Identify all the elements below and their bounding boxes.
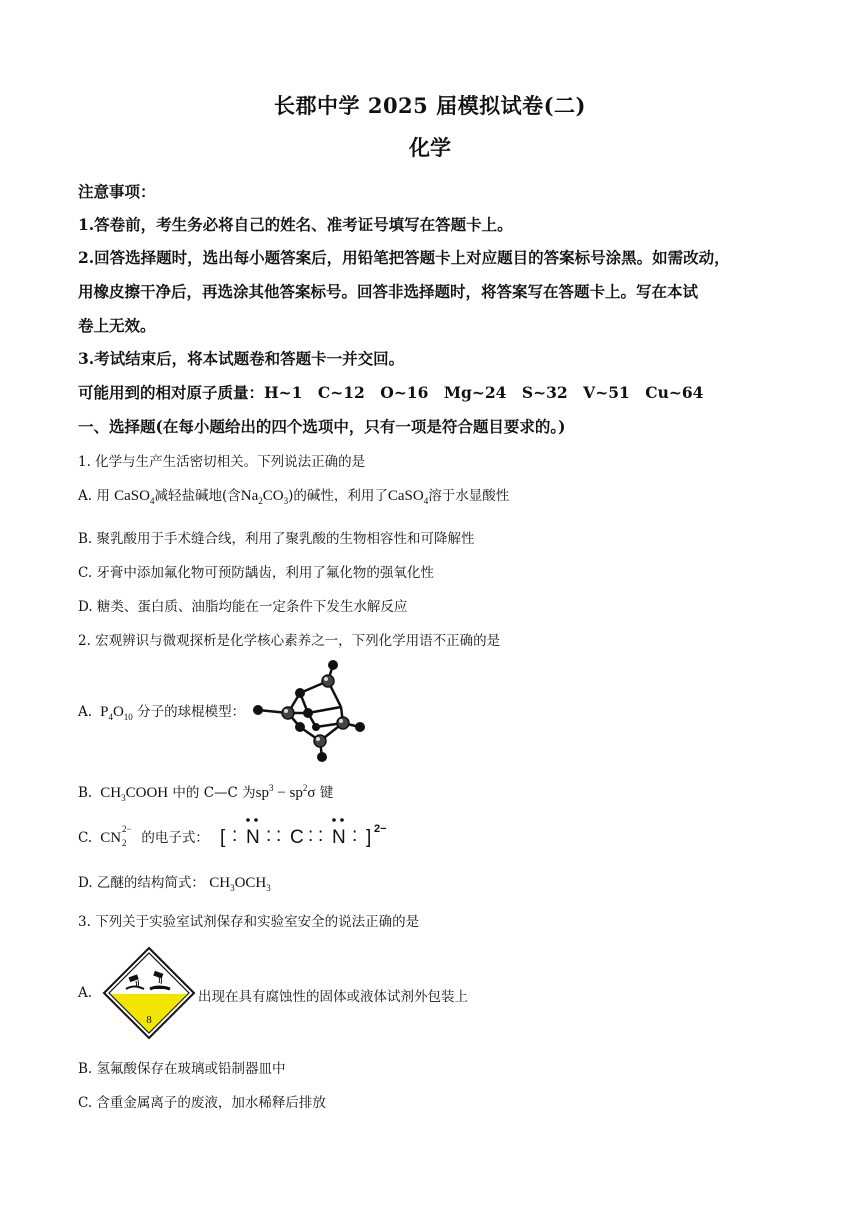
q2-b-suffix: 键 <box>319 785 334 801</box>
q1-option-b: B. 聚乳酸用于手术缝合线，利用了聚乳酸的生物相容性和可降解性 <box>78 531 475 547</box>
q1-a-mid2: )的碱性，利用了 <box>288 488 388 504</box>
hybrid-sp3-sp2-sigma: $sp^3 - sp^2\sigma$ <box>255 783 316 801</box>
note-item-2-line1: 2.回答选择题时，选出每小题答案后，用铅笔把答题卡上对应题目的答案标号涂黑。如需改动， <box>78 248 730 267</box>
svg-text:N: N <box>332 827 346 848</box>
q2-a-prefix: A. <box>78 704 93 720</box>
q3-option-c: C. 含重金属离子的废液，加水稀释后排放 <box>78 1095 326 1111</box>
q2-option-a <box>78 700 245 722</box>
q2-option-c <box>78 826 209 847</box>
cn2-charge: 2− <box>374 823 387 835</box>
subject-title: 化学 <box>409 135 451 160</box>
svg-text:C: C <box>290 827 304 848</box>
q1-a-suffix: 溶于水显酸性 <box>428 488 510 504</box>
formula-cn2: CN 2− 2 <box>96 824 132 848</box>
note-item-3: 3.考试结束后，将本试题卷和答题卡一并交回。 <box>78 349 405 368</box>
svg-text::: : <box>266 825 272 846</box>
q2-option-d <box>78 871 271 893</box>
q1-a-mid1: 减轻盐碱地(含 <box>154 488 241 504</box>
q2-option-b <box>78 781 333 803</box>
q1-stem: 1. 化学与生产生活密切相关。下列说法正确的是 <box>78 454 366 470</box>
q2-c-text: 的电子式： <box>141 830 209 846</box>
corrosive-hazard-label <box>102 946 196 1040</box>
svg-text::: : <box>276 825 282 846</box>
q2-c-prefix: C. <box>78 830 93 846</box>
formula-ch3cooh: $CH_3COOH$ <box>96 785 169 803</box>
svg-text::: : <box>352 825 358 846</box>
formula-ch3och3: $CH_3OCH_3$ <box>209 875 271 893</box>
svg-text:N: N <box>246 827 260 848</box>
formula-p4o10: $P_4O_{10}$ <box>96 704 133 722</box>
p4o10-ball-stick-model <box>248 655 368 765</box>
q3-stem: 3. 下列关于实验室试剂保存和实验室安全的说法正确的是 <box>78 914 420 930</box>
atomic-masses: 可能用到的相对原子质量：H~1 C~12 O~16 Mg~24 S~32 V~51 Cu~64 <box>78 383 704 402</box>
q3-a-text: 出现在具有腐蚀性的固体或液体试剂外包装上 <box>198 989 468 1005</box>
q1-option-a <box>78 484 509 506</box>
formula-na2co3: $Na_2CO_3$ <box>240 488 289 506</box>
q3-a-prefix: A. <box>78 985 93 1001</box>
q1-option-d: D. 糖类、蛋白质、油脂均能在一定条件下发生水解反应 <box>78 599 408 615</box>
section-1-heading: 一、选择题(在每小题给出的四个选项中，只有一项是符合题目要求的。) <box>78 417 566 436</box>
q2-d-prefix: D. 乙醚的结构简式： <box>78 875 205 891</box>
q2-a-text: 分子的球棍模型： <box>137 704 246 720</box>
q2-stem: 2. 宏观辨识与微观探析是化学核心素养之一，下列化学用语不正确的是 <box>78 633 501 649</box>
formula-caso4: CaSO$_4$ <box>114 488 155 506</box>
notes-heading: 注意事项： <box>78 182 156 201</box>
hazard-class-number: 8 <box>146 1014 152 1026</box>
q2-b-prefix: B. <box>78 785 93 801</box>
q1-a-prefix: A. 用 <box>78 488 110 504</box>
q1-option-c: C. 牙膏中添加氟化物可预防龋齿，利用了氟化物的强氧化性 <box>78 565 434 581</box>
svg-text::: : <box>308 825 314 846</box>
note-item-1: 1.答卷前，考生务必将自己的姓名、准考证号填写在答题卡上。 <box>78 215 513 234</box>
note-item-2-line2: 用橡皮擦干净后，再选涂其他答案标号。回答非选择题时，将答案写在答题卡上。写在本试 <box>78 282 699 301</box>
exam-title: 长郡中学 2025 届模拟试卷(二) <box>274 93 586 118</box>
note-item-2-line3: 卷上无效。 <box>78 316 156 335</box>
svg-text::: : <box>318 825 324 846</box>
svg-text:[: [ <box>220 827 226 848</box>
q3-option-a <box>78 985 92 1001</box>
cn2-electron-dot-formula <box>218 812 408 852</box>
svg-text:]: ] <box>366 827 372 848</box>
q2-b-mid: 中的 C—C 为 <box>172 785 256 801</box>
svg-text::: : <box>232 825 238 846</box>
formula-caso4: CaSO$_4$ <box>387 488 429 506</box>
q3-option-b: B. 氢氟酸保存在玻璃或铅制器皿中 <box>78 1061 286 1077</box>
